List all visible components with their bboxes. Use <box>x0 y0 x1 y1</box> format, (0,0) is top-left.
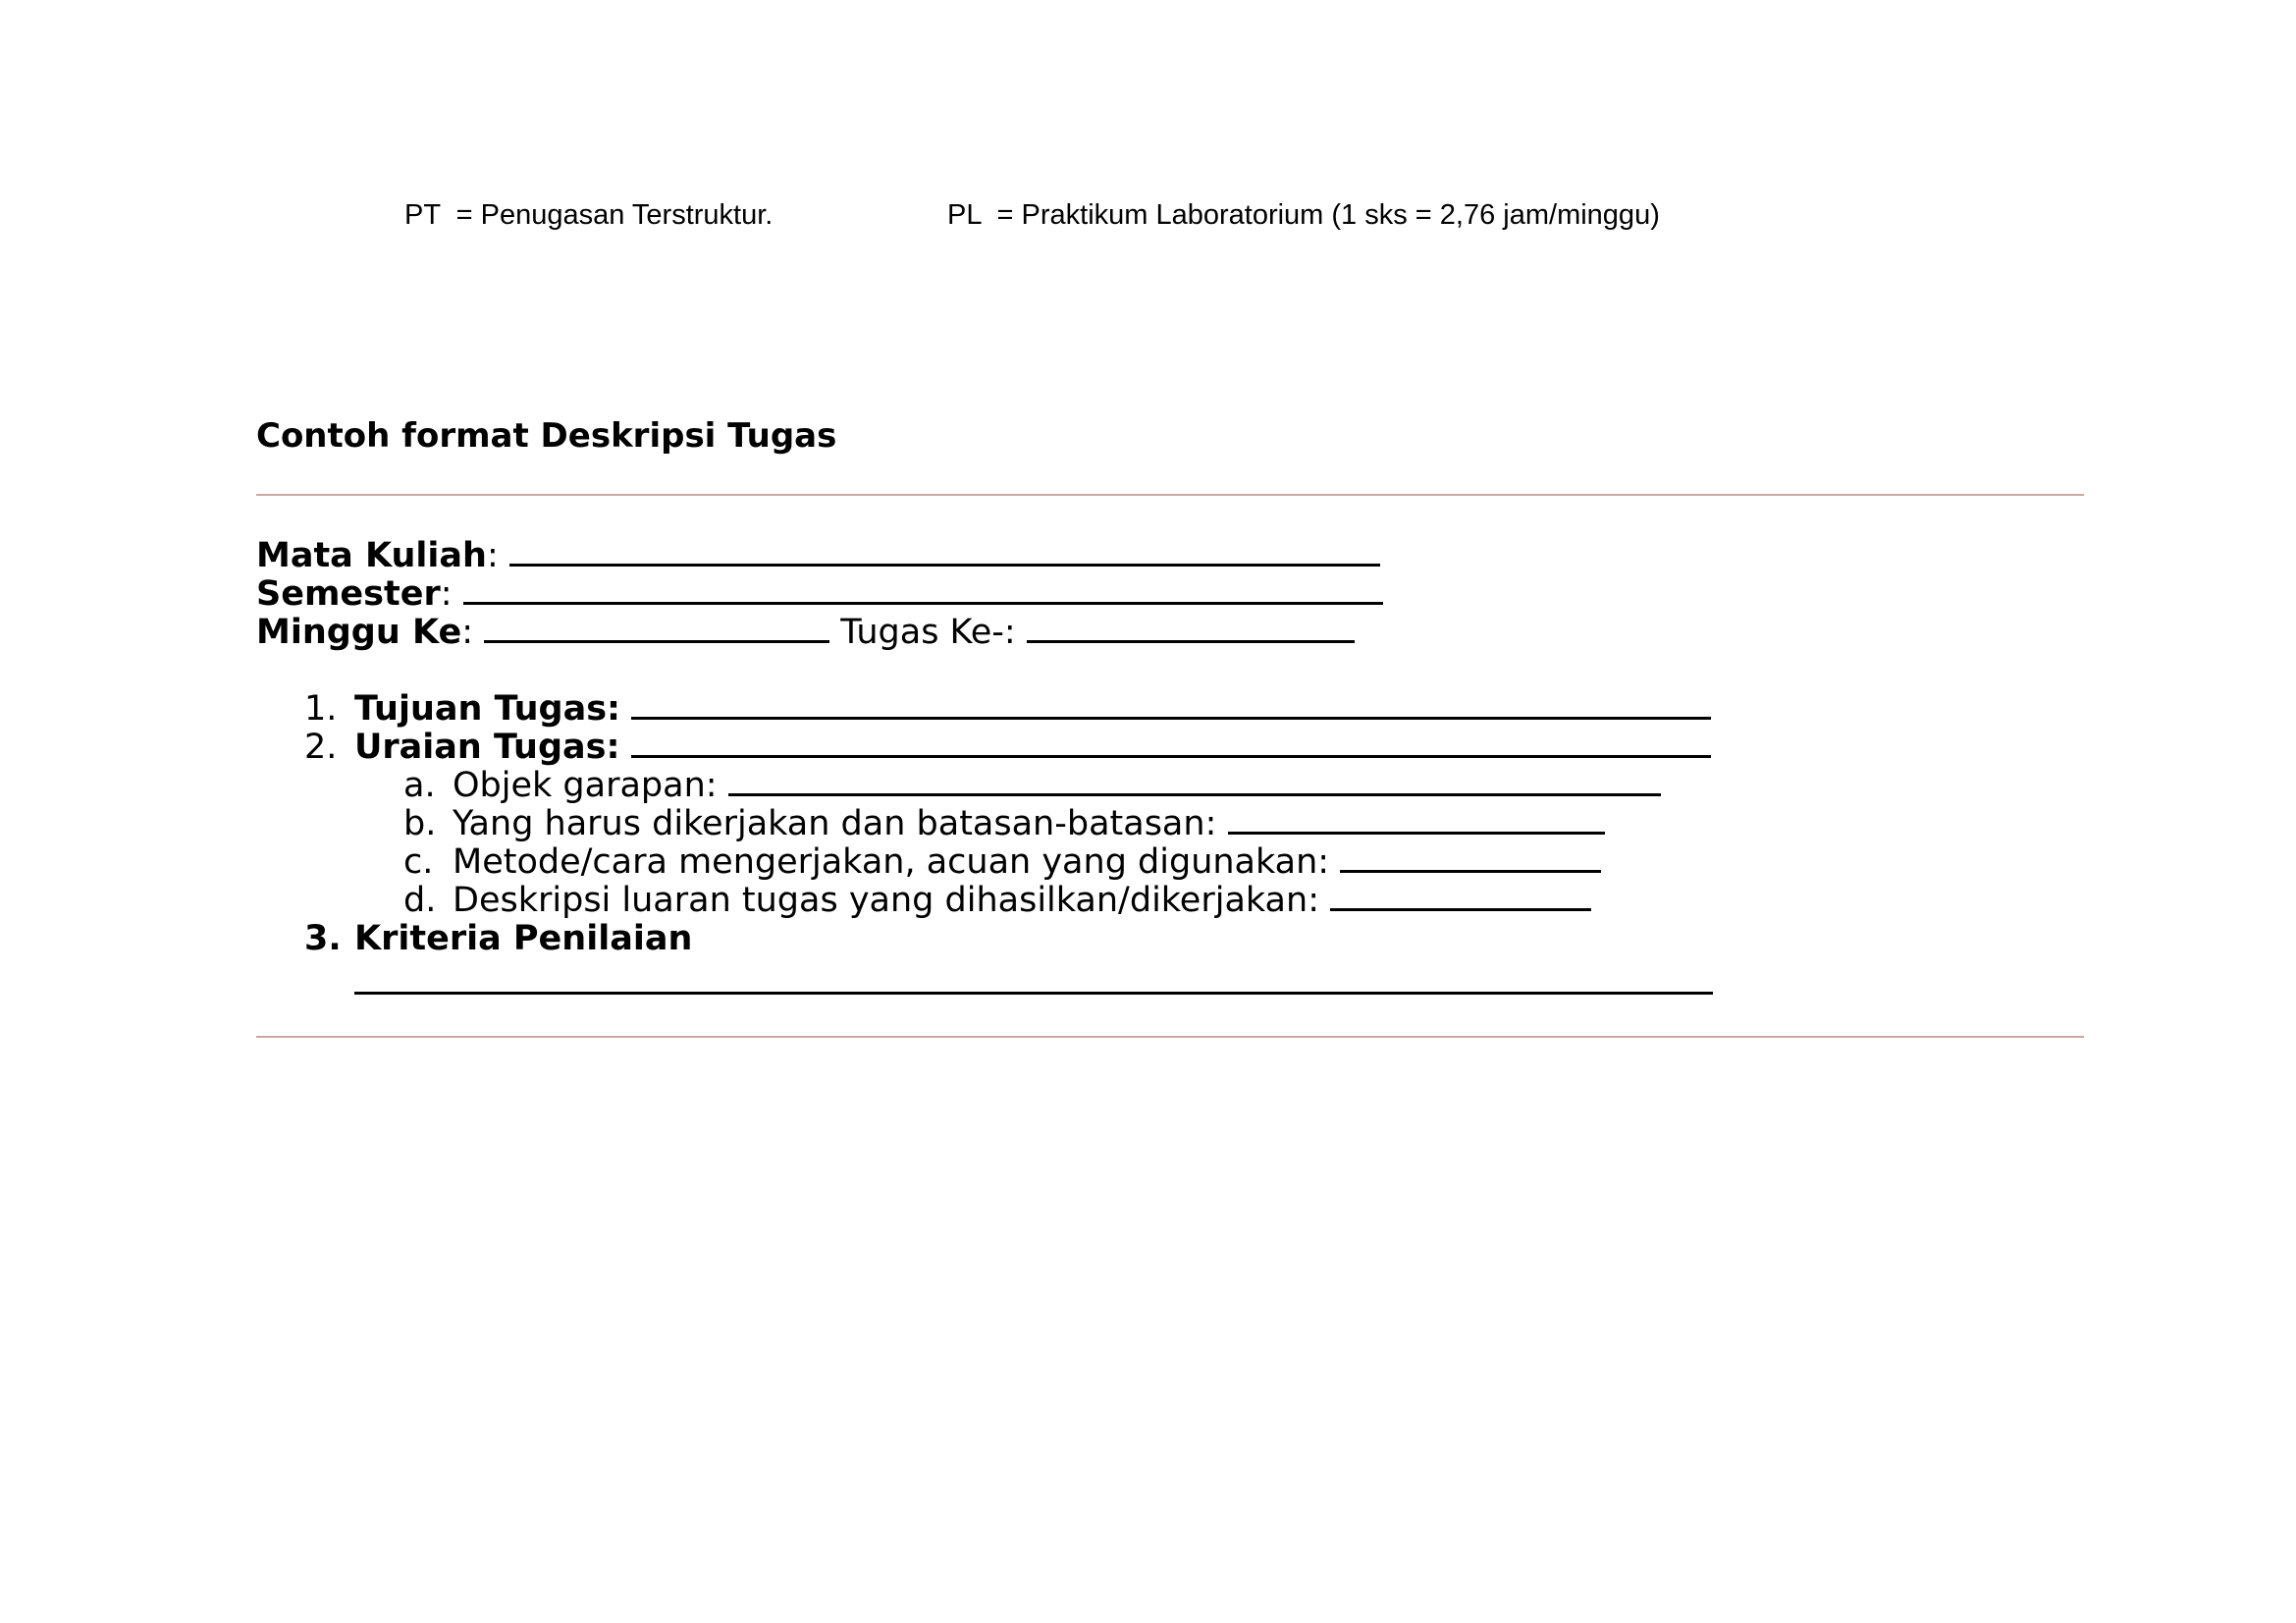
sub-letter-c: c. <box>403 842 434 882</box>
batasan-blank[interactable] <box>1228 805 1605 835</box>
tugas-ke-label: Tugas Ke-: <box>840 613 1016 652</box>
sub-letter-a: a. <box>403 766 436 805</box>
top-divider <box>256 494 2084 496</box>
mata-kuliah-blank[interactable] <box>509 537 1380 567</box>
sub-item-deskripsi-luaran <box>453 882 1591 920</box>
legend-pt: PT = Penugasan Terstruktur. <box>404 199 774 231</box>
sub-item-batasan <box>453 805 1605 843</box>
field-semester <box>256 575 1383 614</box>
field-mata-kuliah <box>256 537 1380 575</box>
uraian-tugas-blank[interactable] <box>631 729 1711 758</box>
sub-letter-b: b. <box>403 804 437 843</box>
colon: : <box>461 613 473 652</box>
field-minggu-ke <box>256 614 1355 652</box>
semester-label: Semester <box>256 574 441 614</box>
mata-kuliah-label: Mata Kuliah <box>256 536 487 575</box>
semester-blank[interactable] <box>463 575 1383 605</box>
tujuan-tugas-blank[interactable] <box>631 690 1711 720</box>
sub-letter-d: d. <box>403 881 437 920</box>
tugas-ke-blank[interactable] <box>1027 614 1355 643</box>
legend-pl: PL = Praktikum Laboratorium (1 sks = 2,76 jam/minggu) <box>947 199 1660 231</box>
deskripsi-luaran-blank[interactable] <box>1330 882 1591 911</box>
item-tujuan-tugas <box>354 690 1711 729</box>
metode-label: Metode/cara mengerjakan, acuan yang digunakan: <box>453 842 1330 882</box>
item-uraian-tugas <box>354 729 1711 767</box>
objek-garapan-label: Objek garapan: <box>453 766 718 805</box>
sub-item-objek-garapan <box>453 767 1661 805</box>
sub-item-metode <box>453 843 1601 882</box>
batasan-label: Yang harus dikerjakan dan batasan-batasan: <box>453 804 1217 843</box>
section-title: Contoh format Deskripsi Tugas <box>256 416 837 456</box>
kriteria-penilaian-label: Kriteria Penilaian <box>354 919 693 958</box>
colon: : <box>440 574 453 614</box>
metode-blank[interactable] <box>1340 843 1601 873</box>
kriteria-penilaian-blank[interactable] <box>354 992 1713 995</box>
deskripsi-luaran-label: Deskripsi luaran tugas yang dihasilkan/dikerjakan: <box>453 881 1319 920</box>
item-number-3: 3. <box>304 919 342 958</box>
tujuan-tugas-label: Tujuan Tugas: <box>354 689 621 729</box>
item-number-2: 2. <box>304 728 338 767</box>
item-number-1: 1. <box>304 689 338 729</box>
minggu-ke-label: Minggu Ke <box>256 613 462 652</box>
minggu-ke-blank[interactable] <box>484 614 829 643</box>
objek-garapan-blank[interactable] <box>728 767 1661 796</box>
uraian-tugas-label: Uraian Tugas: <box>354 728 620 767</box>
colon: : <box>486 536 499 575</box>
bottom-divider <box>256 1036 2084 1038</box>
